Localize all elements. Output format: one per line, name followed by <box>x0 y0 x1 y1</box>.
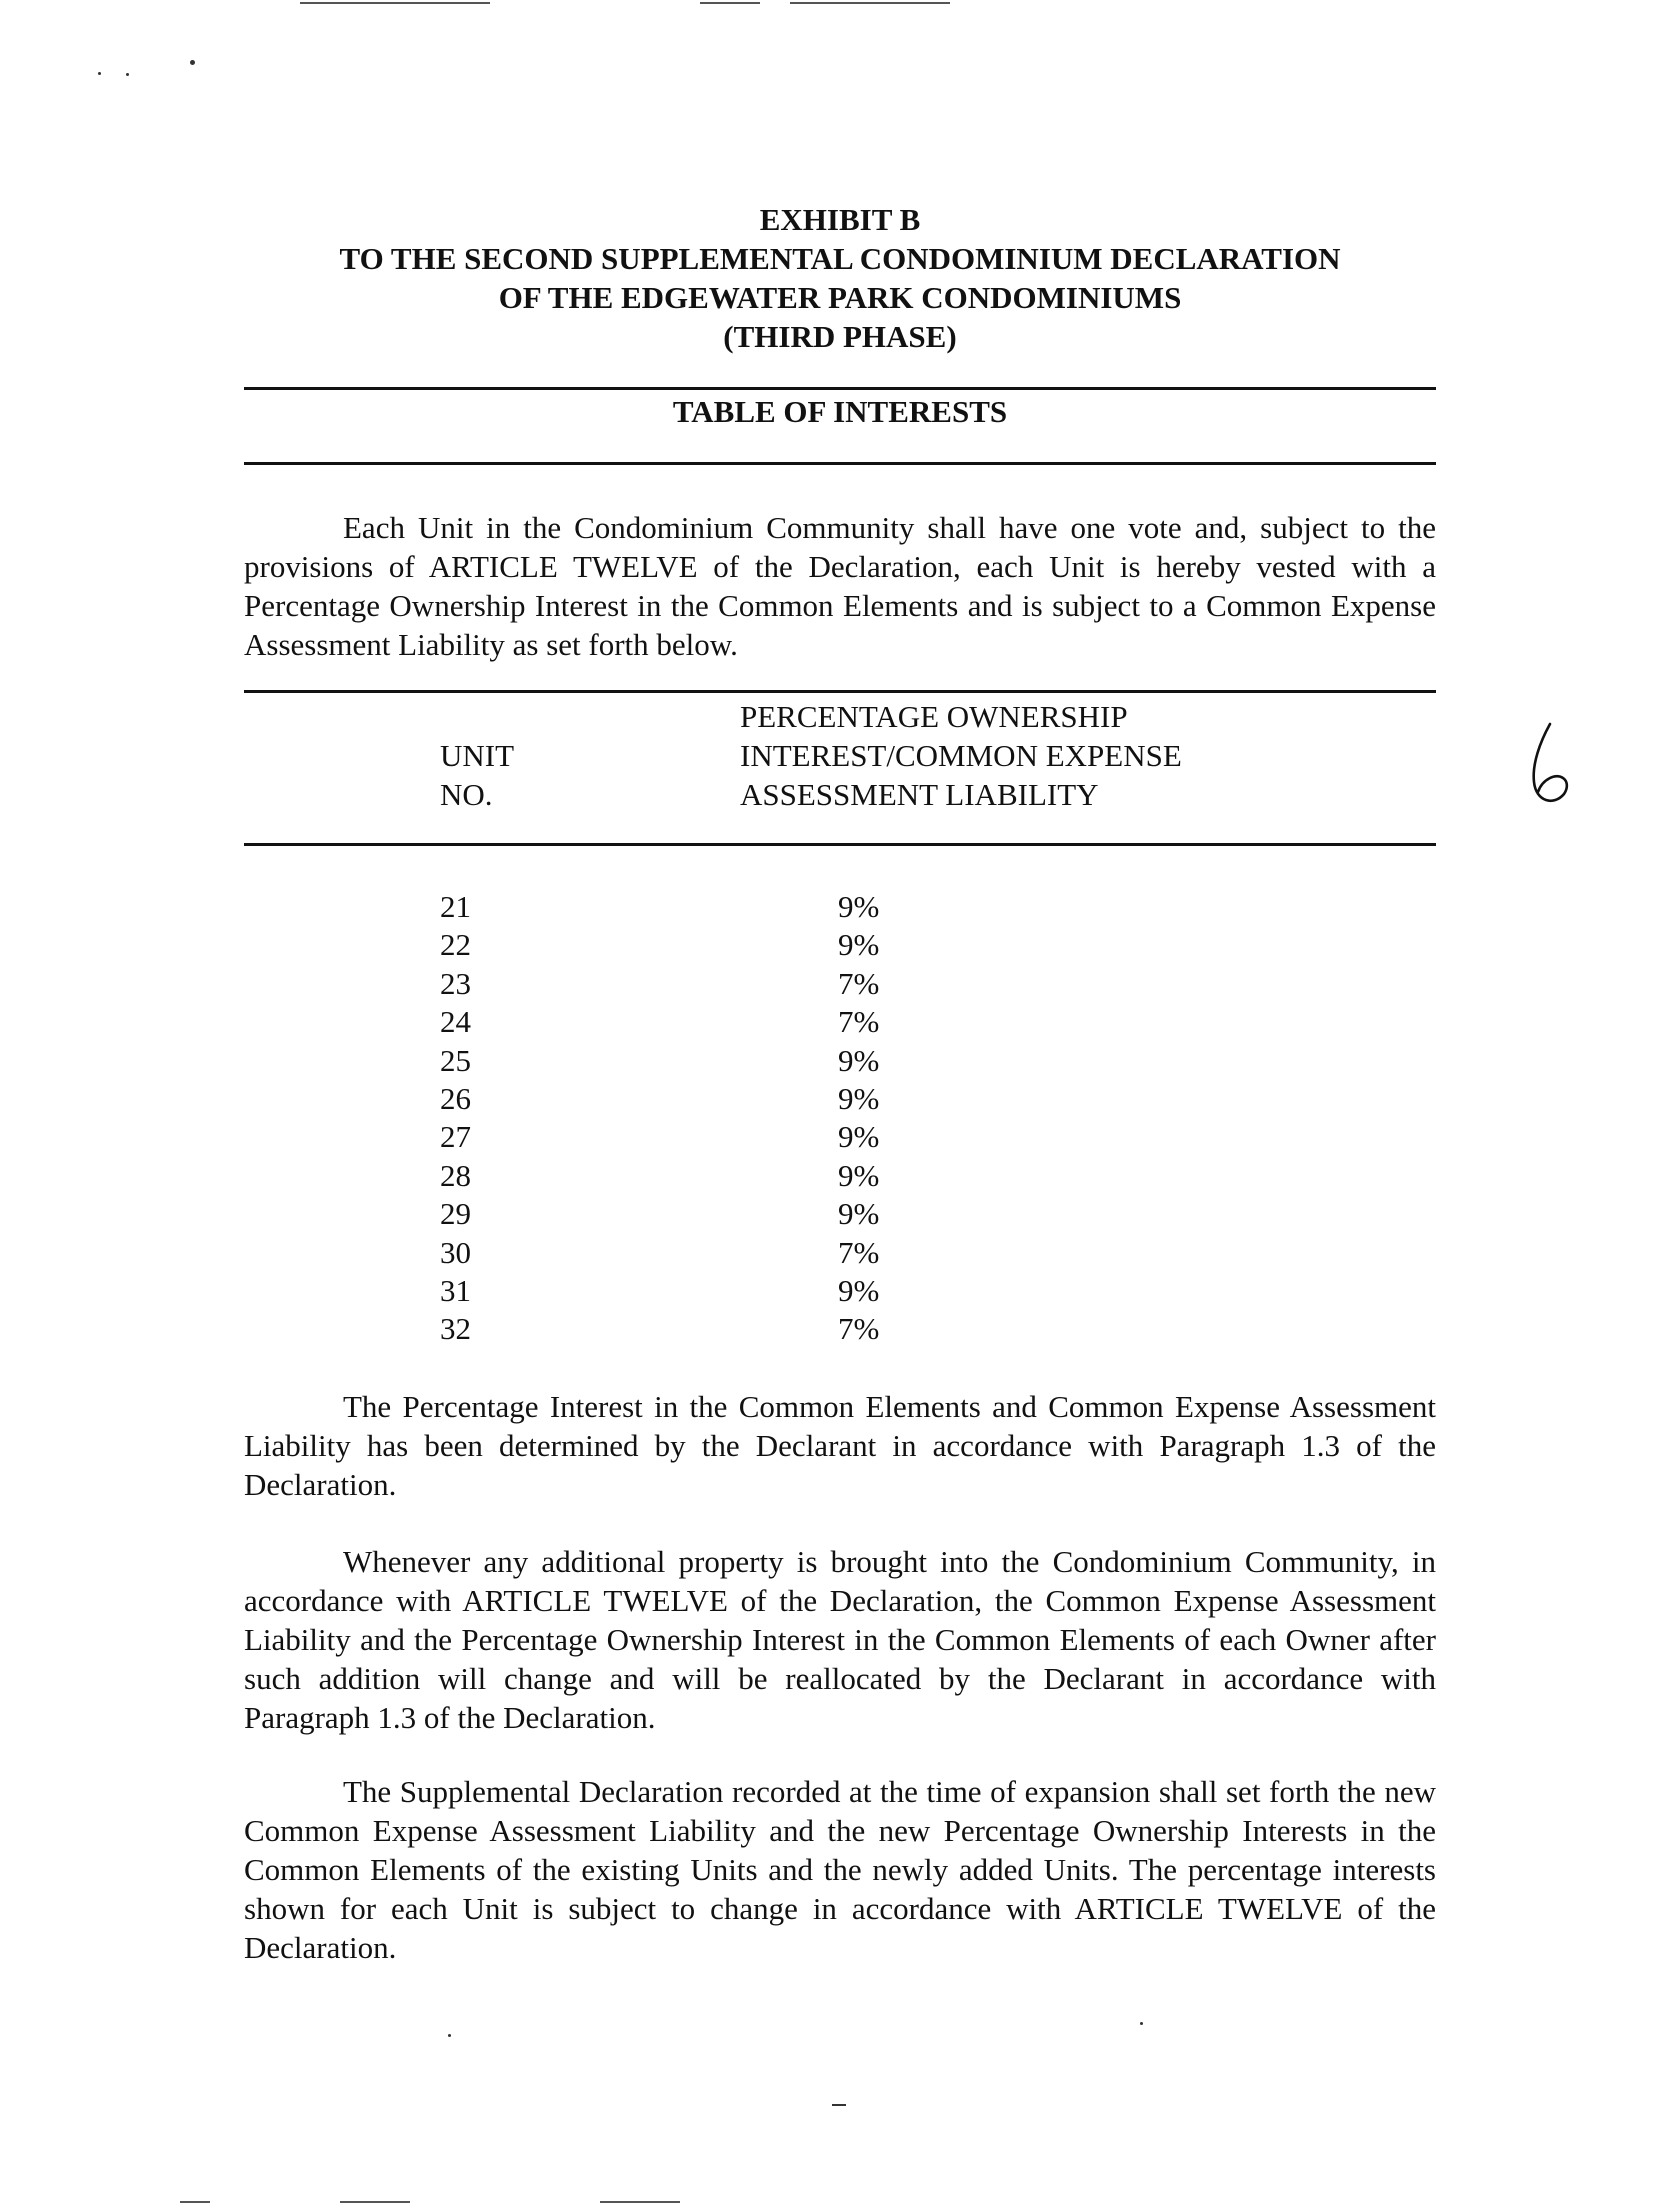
unit-number: 30 <box>440 1234 471 1270</box>
unit-column-header <box>440 736 514 814</box>
table-row <box>0 1234 1680 1272</box>
determination-paragraph: The Percentage Interest in the Common Elements and Common Expense Assessment Liability has been determined by the Declarant in accordance with Paragraph 1.3 of the Declaration. <box>244 1389 1436 1502</box>
table-row <box>0 926 1680 964</box>
table-row <box>0 1157 1680 1195</box>
page-footer-mark <box>832 2104 846 2106</box>
scan-speck <box>98 72 101 75</box>
title-line: OF THE EDGEWATER PARK CONDOMINIUMS <box>498 280 1182 315</box>
table-heading: TABLE OF INTERESTS <box>672 394 1008 429</box>
unit-number: 29 <box>440 1196 471 1232</box>
unit-number: 24 <box>440 1004 471 1040</box>
divider <box>244 462 1436 465</box>
percentage-value: 7% <box>838 1004 880 1040</box>
scan-speck <box>126 73 129 76</box>
percentage-value: 9% <box>838 1080 880 1116</box>
scan-speck <box>448 2034 451 2037</box>
percentage-value: 9% <box>838 1272 880 1308</box>
percentage-value: 9% <box>838 1196 880 1232</box>
unit-number: 31 <box>440 1272 471 1308</box>
unit-number: 28 <box>440 1157 471 1193</box>
title-line: (THIRD PHASE) <box>723 319 957 354</box>
scan-artifact-bottom-3 <box>600 2201 680 2203</box>
unit-number: 23 <box>440 965 471 1001</box>
table-row <box>0 888 1680 926</box>
unit-number: 32 <box>440 1311 471 1347</box>
scan-artifact-top-1 <box>300 2 490 4</box>
table-row <box>0 1272 1680 1310</box>
percentage-value: 9% <box>838 927 880 963</box>
interest-table <box>0 888 1680 1349</box>
percentage-value: 9% <box>838 889 880 924</box>
percentage-value: 7% <box>838 1311 880 1347</box>
scan-artifact-top-3 <box>790 2 950 4</box>
additional-property-paragraph: Whenever any additional property is brought into the Condominium Community, in accordance with ARTICLE TWELVE of the Declaration, the Common Expense Assessment Liability and the Percentage Ownership Interest in the Common Elements of each Owner after such addition will change and will be reallocated by the Declarant in accordance with Paragraph 1.3 of the Declaration. <box>244 1544 1436 1735</box>
scan-artifact-bottom-2 <box>340 2201 410 2203</box>
unit-number: 27 <box>440 1119 471 1155</box>
divider <box>244 690 1436 693</box>
table-row <box>0 1042 1680 1080</box>
header-line: NO. <box>440 777 493 812</box>
table-row <box>0 1003 1680 1041</box>
unit-number: 22 <box>440 927 471 963</box>
percentage-value: 7% <box>838 965 880 1001</box>
intro-paragraph: Each Unit in the Condominium Community shall have one vote and, subject to the provisions of ARTICLE TWELVE of the Declaration, each Unit is hereby vested with a Percentage Ownership Interest in the Common Elements and is subject to a Common Expense Assessment Liability as set forth below. <box>244 510 1436 662</box>
exhibit-title <box>0 200 1680 356</box>
percentage-value: 7% <box>838 1234 880 1270</box>
percentage-value: 9% <box>838 1042 880 1078</box>
header-line: INTEREST/COMMON EXPENSE <box>740 738 1182 773</box>
percentage-value: 9% <box>838 1119 880 1155</box>
scan-artifact-bottom-1 <box>180 2201 210 2203</box>
table-row <box>0 1195 1680 1233</box>
unit-number: 26 <box>440 1080 471 1116</box>
percentage-value: 9% <box>838 1157 880 1193</box>
title-line: EXHIBIT B <box>759 202 921 237</box>
table-row <box>0 1080 1680 1118</box>
table-row <box>0 1118 1680 1156</box>
scan-speck <box>1140 2022 1143 2025</box>
unit-number: 25 <box>440 1042 471 1078</box>
title-line: TO THE SECOND SUPPLEMENTAL CONDOMINIUM DECLARATION <box>339 241 1341 276</box>
percentage-column-header <box>740 697 1182 814</box>
header-line: ASSESSMENT LIABILITY <box>740 777 1099 812</box>
table-row <box>0 965 1680 1003</box>
divider <box>244 387 1436 390</box>
header-line: PERCENTAGE OWNERSHIP <box>740 699 1128 734</box>
supplemental-declaration-paragraph: The Supplemental Declaration recorded at the time of expansion shall set forth the new Common Expense Assessment Liability and the new Percentage Ownership Interests in the Common Elements of the existing Units and the newly added Units. The percentage interests shown for each Unit is subject to change in accordance with ARTICLE TWELVE of the Declaration. <box>244 1774 1436 1965</box>
divider <box>244 843 1436 846</box>
table-row <box>0 1310 1680 1348</box>
scan-speck <box>190 60 195 65</box>
header-line: UNIT <box>440 738 515 773</box>
handwritten-page-number-icon <box>1522 720 1592 820</box>
unit-number: 21 <box>440 889 471 924</box>
scan-artifact-top-2 <box>700 2 760 4</box>
